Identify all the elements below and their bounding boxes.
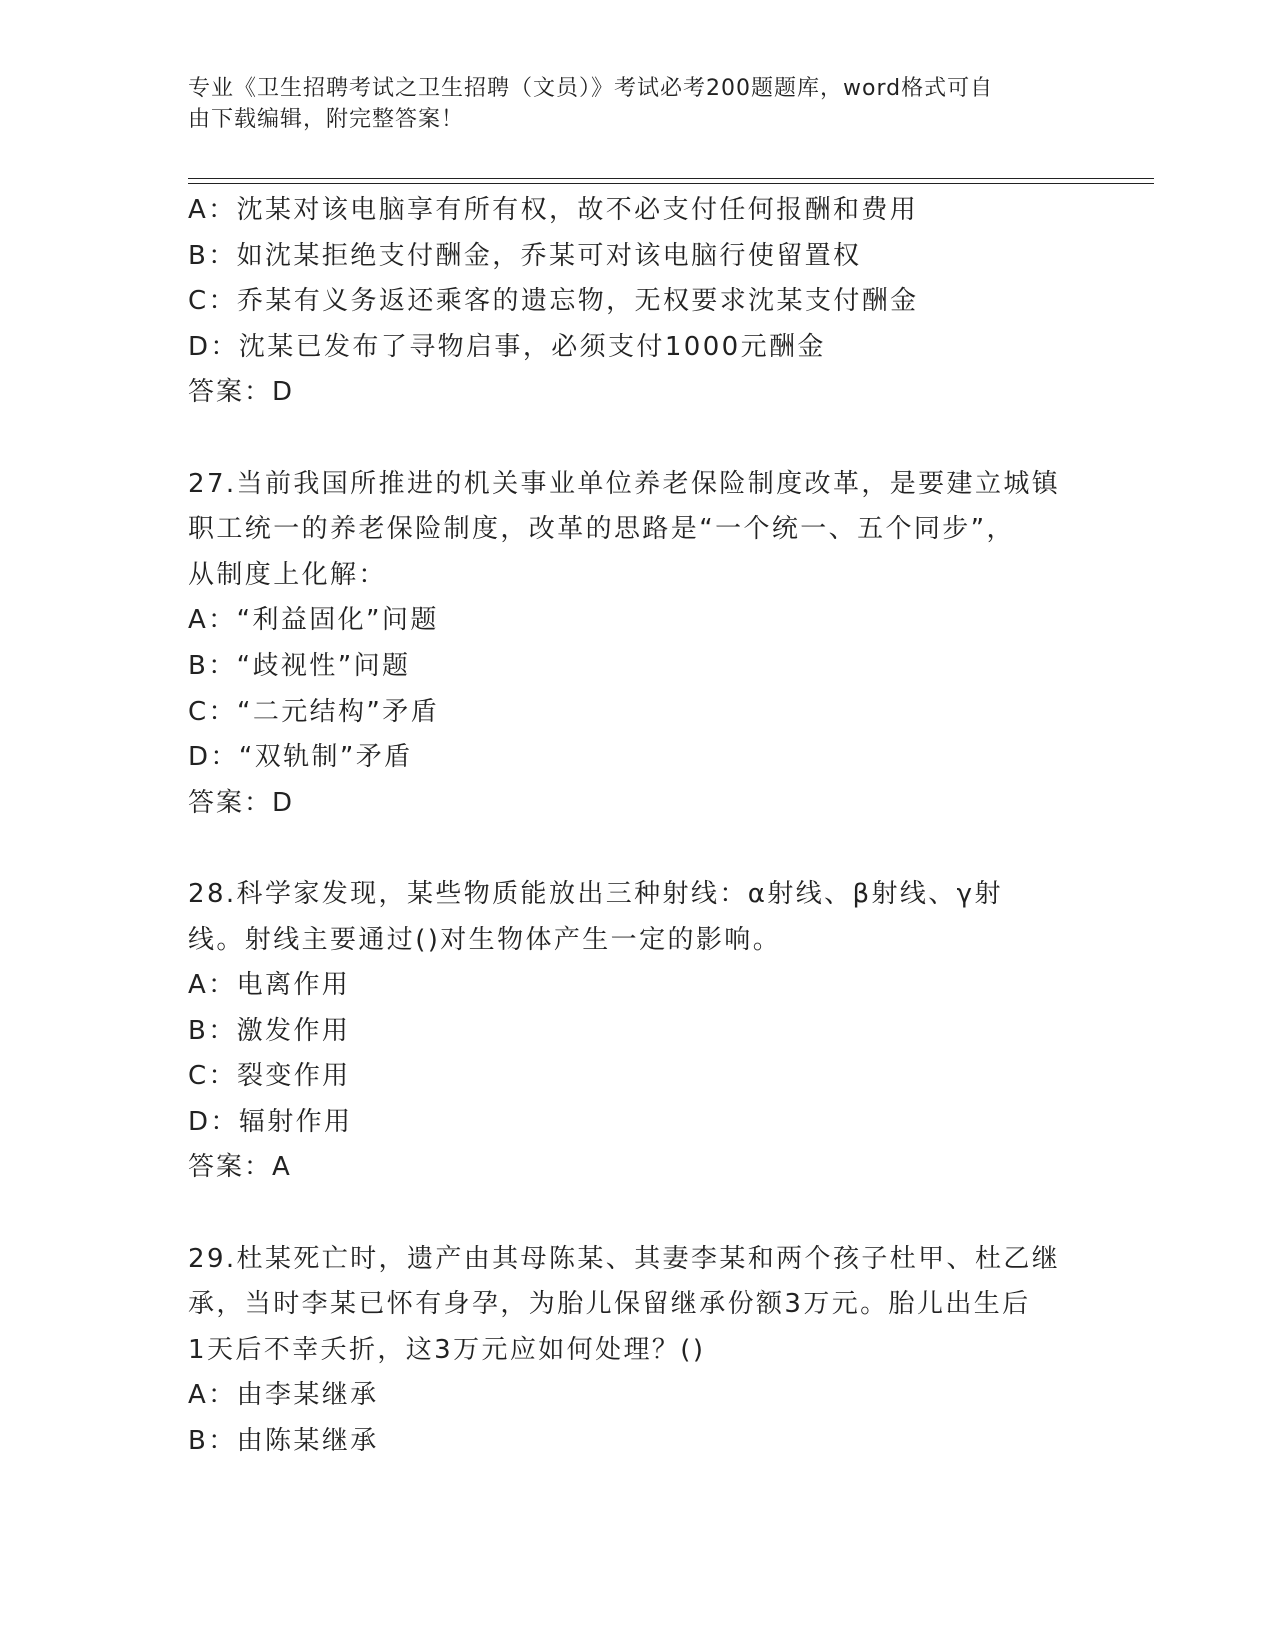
option-b: B：由陈某继承 [188, 1426, 379, 1457]
question-stem-line: 承，当时李某已怀有身孕，为胎儿保留继承份额3万元。胎儿出生后 [188, 1289, 1031, 1320]
answer: 答案：D [188, 377, 295, 408]
option-d: D：“双轨制”矛盾 [188, 742, 413, 773]
header-line-2: 由下载编辑，附完整答案！ [188, 107, 465, 132]
document-body [188, 188, 1088, 1465]
option-d: D：辐射作用 [188, 1106, 353, 1137]
header-rule-top [188, 178, 1154, 179]
header-line-1: 专业《卫生招聘考试之卫生招聘（文员）》考试必考200题题库，word格式可自 [188, 76, 994, 101]
question-stem-line: 从制度上化解： [188, 559, 387, 590]
option-c: C：乔某有义务返还乘客的遗忘物，无权要求沈某支付酬金 [188, 286, 919, 317]
document-header [188, 73, 1068, 135]
question-28 [188, 872, 1088, 1191]
spacer [188, 1191, 1088, 1237]
option-b: B：“歧视性”问题 [188, 650, 411, 681]
question-stem-line: 28.科学家发现，某些物质能放出三种射线：α射线、β射线、γ射 [188, 878, 1003, 909]
option-c: C：裂变作用 [188, 1061, 351, 1092]
answer: 答案：A [188, 1152, 292, 1183]
option-a: A：沈某对该电脑享有所有权，故不必支付任何报酬和费用 [188, 195, 919, 225]
option-d: D：沈某已发布了寻物启事，必须支付1000元酬金 [188, 331, 826, 362]
question-stem-line: 29.杜某死亡时，遗产由其母陈某、其妻李某和两个孩子杜甲、杜乙继 [188, 1243, 1061, 1274]
option-c: C：“二元结构”矛盾 [188, 696, 440, 727]
question-stem-line: 27.当前我国所推进的机关事业单位养老保险制度改革，是要建立城镇 [188, 468, 1061, 499]
question-26 [188, 188, 1088, 416]
spacer [188, 416, 1088, 462]
question-stem-line: 1天后不幸夭折，这3万元应如何处理？() [188, 1334, 706, 1365]
option-a: A：由李某继承 [188, 1380, 379, 1411]
spacer [188, 826, 1088, 872]
answer: 答案：D [188, 787, 295, 818]
option-b: B：如沈某拒绝支付酬金，乔某可对该电脑行使留置权 [188, 240, 862, 271]
question-stem-line: 线。射线主要通过()对生物体产生一定的影响。 [188, 924, 782, 955]
option-a: A：“利益固化”问题 [188, 605, 439, 636]
question-29 [188, 1237, 1088, 1465]
question-stem-line: 职工统一的养老保险制度，改革的思路是“一个统一、五个同步”， [188, 514, 1015, 545]
question-27 [188, 462, 1088, 827]
option-a: A：电离作用 [188, 970, 351, 1001]
option-b: B：激发作用 [188, 1015, 351, 1046]
header-rule-bottom [188, 183, 1154, 184]
